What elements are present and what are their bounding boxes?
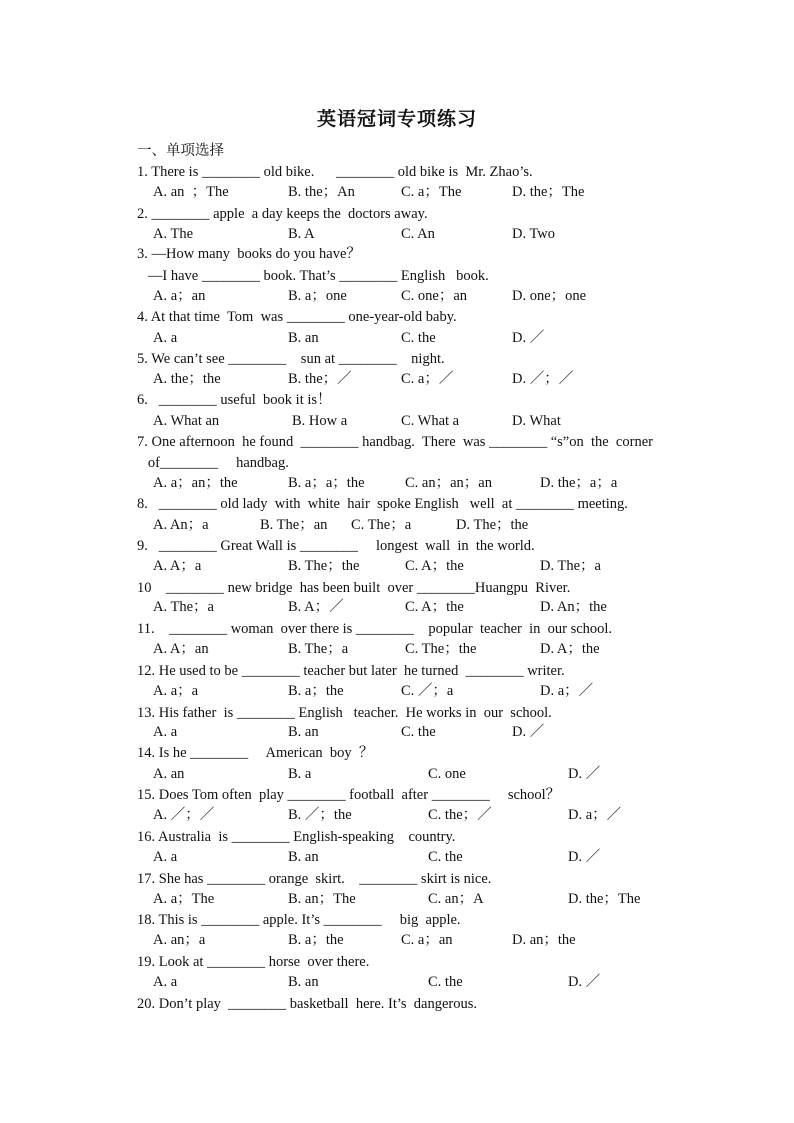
answer-option: A. An；a (153, 517, 209, 533)
answer-option: D. Two (512, 226, 556, 242)
question-text: 12. He used to be ________ teacher but later he turned ________ writer. (137, 663, 565, 679)
answer-option: C. a；an (401, 932, 453, 948)
answer-option: A. a；a (153, 683, 199, 699)
section-heading: 一、单项选择 (137, 143, 224, 159)
answer-option: C. an；an；an (405, 475, 492, 491)
question-text: —I have ________ book. That’s ________ English book. (137, 268, 489, 284)
question-text: 6. ________ useful book it is！ (137, 392, 332, 408)
question-text: 18. This is ________ apple. It’s ________ big apple. (137, 912, 461, 928)
question-text: 2. ________ apple a day keeps the doctors away. (137, 206, 428, 222)
question-text: 9. ________ Great Wall is ________ longest wall in the world. (137, 538, 535, 554)
answer-option: D. ／ (568, 849, 601, 865)
answer-option: D. ／ (568, 766, 601, 782)
answer-option: D. ／ (512, 330, 545, 346)
answer-option: D. An；the (540, 599, 607, 615)
answer-option: C. the；／ (428, 807, 492, 823)
answer-option: A. a；The (153, 891, 215, 907)
question-text: of________ handbag. (137, 455, 289, 471)
answer-option: B. ／；the (288, 807, 352, 823)
answer-option: B. a；the (288, 932, 344, 948)
answer-option: D. What (512, 413, 561, 429)
question-text: 14. Is he ________ American boy ？ (137, 745, 374, 761)
answer-option: A. a (153, 849, 178, 865)
answer-option: C. one (428, 766, 466, 782)
answer-option: A. ／；／ (153, 807, 215, 823)
answer-option: B. The；the (288, 558, 360, 574)
answer-option: D. ／；／ (512, 371, 574, 387)
answer-option: C. A；the (405, 558, 464, 574)
answer-option: B. a (288, 766, 312, 782)
answer-option: A. a (153, 974, 178, 990)
answer-option: A. the；the (153, 371, 221, 387)
page-title: 英语冠词专项练习 (316, 108, 477, 130)
answer-option: A. The；a (153, 599, 214, 615)
answer-option: C. An (401, 226, 435, 242)
question-text: 3. —How many books do you have？ (137, 246, 361, 262)
answer-option: D. one；one (512, 288, 587, 304)
answer-option: C. one；an (401, 288, 468, 304)
answer-option: C. the (428, 974, 463, 990)
answer-option: D. the；The (512, 184, 585, 200)
answer-option: D. an；the (512, 932, 576, 948)
answer-option: D. A；the (540, 641, 600, 657)
answer-option: D. a；／ (568, 807, 622, 823)
answer-option: B. The；an (260, 517, 328, 533)
question-text: 11. ________ woman over there is ________ popular teacher in our school. (137, 621, 613, 637)
answer-option: C. the (401, 330, 436, 346)
answer-option: D. The；the (456, 517, 529, 533)
answer-option: C. What a (401, 413, 460, 429)
answer-option: B. A；／ (288, 599, 344, 615)
answer-option: B. a；the (288, 683, 344, 699)
answer-option: A. The (153, 226, 194, 242)
answer-option: A. A；a (153, 558, 202, 574)
answer-option: B. a；one (288, 288, 347, 304)
answer-option: C. the (428, 849, 463, 865)
question-text: 4. At that time Tom was ________ one-year-old baby. (137, 309, 457, 325)
answer-option: C. an；A (428, 891, 484, 907)
answer-option: A. What an (153, 413, 220, 429)
answer-option: A. an (153, 766, 185, 782)
question-text: 13. His father is ________ English teacher. He works in our school. (137, 705, 552, 721)
question-text: 15. Does Tom often play ________ football after ________ school？ (137, 787, 561, 803)
answer-option: C. The；the (405, 641, 477, 657)
question-text: 1. There is ________ old bike. ________ old bike is Mr. Zhao’s. (137, 164, 533, 180)
answer-option: C. the (401, 724, 436, 740)
answer-option: B. an (288, 330, 319, 346)
answer-option: C. a；The (401, 184, 462, 200)
answer-option: D. ／ (568, 974, 601, 990)
answer-option: B. an；The (288, 891, 356, 907)
answer-option: B. A (288, 226, 315, 242)
question-text: 20. Don’t play ________ basketball here. It’s dangerous. (137, 996, 478, 1012)
question-text: 8. ________ old lady with white hair spoke English well at ________ meeting. (137, 496, 628, 512)
question-text: 10 ________ new bridge has been built over ________Huangpu River. (137, 580, 571, 596)
answer-option: B. How a (292, 413, 348, 429)
answer-option: B. an (288, 849, 319, 865)
answer-option: A. an ；The (153, 184, 229, 200)
answer-option: C. ／；a (401, 683, 454, 699)
answer-option: B. the；／ (288, 371, 352, 387)
answer-option: A. a (153, 330, 178, 346)
answer-option: B. The；a (288, 641, 349, 657)
answer-option: A. a；an；the (153, 475, 238, 491)
answer-option: D. ／ (512, 724, 545, 740)
answer-option: B. an (288, 974, 319, 990)
question-text: 7. One afternoon he found ________ handbag. There was ________ “s”on the corner (137, 434, 653, 450)
answer-option: C. The；a (351, 517, 412, 533)
answer-option: B. the；An (288, 184, 355, 200)
answer-option: D. The；a (540, 558, 601, 574)
answer-option: C. A；the (405, 599, 464, 615)
question-text: 16. Australia is ________ English-speaking country. (137, 829, 456, 845)
answer-option: C. a；／ (401, 371, 454, 387)
answer-option: B. an (288, 724, 319, 740)
question-text: 5. We can’t see ________ sun at ________ night. (137, 351, 445, 367)
answer-option: A. a；an (153, 288, 206, 304)
answer-option: A. a (153, 724, 178, 740)
answer-option: D. the；a；a (540, 475, 618, 491)
answer-option: D. a；／ (540, 683, 594, 699)
answer-option: B. a；a；the (288, 475, 365, 491)
question-text: 17. She has ________ orange skirt. ________ skirt is nice. (137, 871, 492, 887)
answer-option: A. A；an (153, 641, 209, 657)
answer-option: D. the；The (568, 891, 641, 907)
answer-option: A. an；a (153, 932, 206, 948)
question-text: 19. Look at ________ horse over there. (137, 954, 370, 970)
